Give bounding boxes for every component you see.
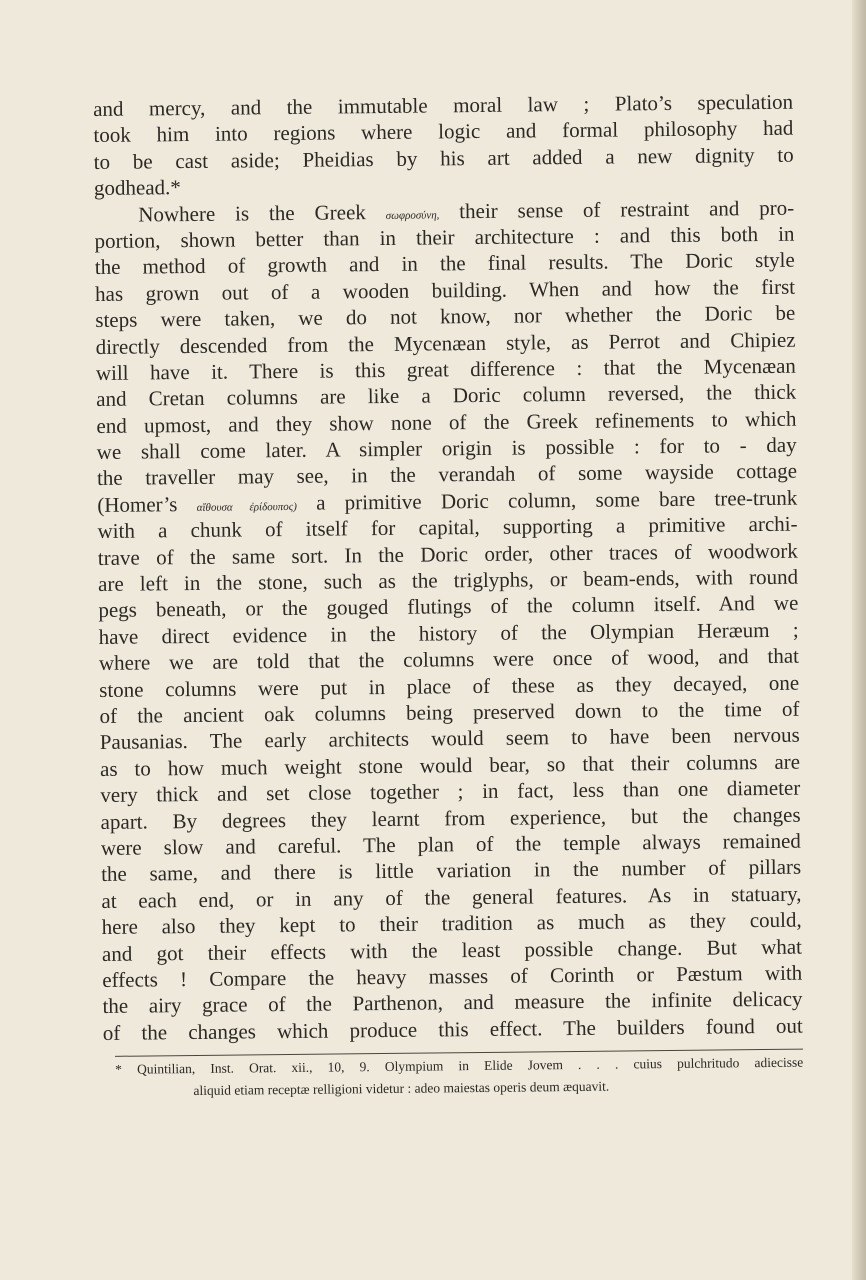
text-line: apart. By degrees they learnt from experience, but the changes <box>100 802 801 834</box>
text-line: took him into regions where logic and formal philosophy had <box>93 116 794 148</box>
text-line: will have it. There is this great difference : that the Mycenæan <box>95 353 796 385</box>
text-line: are left in the stone, such as the triglyphs, or beam-ends, with round <box>97 564 799 597</box>
text-line: the traveller may see, in the verandah of some wayside cottage <box>96 459 798 491</box>
footnote-line: aliquid etiam receptæ relligioni videtur : adeo maiestas operis deum æquavit. <box>193 1078 610 1099</box>
text-line: Pausanias. The early architects would seem to have been nervous <box>99 723 800 755</box>
text-line: trave of the same sort. In the Doric order, other traces of woodwork <box>97 538 798 570</box>
text-line: and mercy, and the immutable moral law ; Plato’s speculation <box>93 89 794 121</box>
text-run: Nowhere is the Greek <box>138 199 366 227</box>
greek-phrase: αἴθουσα ἐρίδουπος) <box>196 500 297 514</box>
text-line: of the ancient oak columns being preserved down to the time of <box>99 696 800 728</box>
text-line: have direct evidence in the history of the Olympian Heræum ; <box>98 617 799 649</box>
text-run: a primitive Doric column, some bare tree-trunk <box>315 485 798 515</box>
text-line: steps were taken, we do not know, nor whether the Doric be <box>95 300 796 333</box>
text-line: at each end, or in any of the general features. As in statuary, <box>101 881 802 913</box>
text-line: portion, shown better than in their architecture : and this both in <box>94 221 795 253</box>
text-line: and Cretan columns are like a Doric column reversed, the thick <box>96 379 797 412</box>
text-line: here also they kept to their tradition as much as they could, <box>101 907 802 940</box>
text-line: of the changes which produce this effect. The builders found out <box>102 1013 803 1045</box>
text-line: the airy grace of the Parthenon, and measure the infinite delicacy <box>102 986 803 1019</box>
text-line: godhead.* <box>93 175 181 201</box>
text-line: the same, and there is little variation in the number of pillars <box>101 854 802 887</box>
text-line: very thick and set close together ; in fact, less than one diameter <box>100 775 801 808</box>
text-line: directly descended from the Mycenæan style, as Perrot and Chipiez <box>95 327 796 359</box>
text-line: end upmost, and they show none of the Greek refinements to which <box>96 406 797 438</box>
text-run: (Homer’s <box>97 491 178 517</box>
text-line: to be cast aside; Pheidias by his art added a new dignity to <box>93 142 794 174</box>
text-line: stone columns were put in place of these as they decayed, one <box>99 670 800 702</box>
book-page <box>93 89 803 1101</box>
text-line: the method of growth and in the final results. The Doric style <box>94 248 795 280</box>
text-line: were slow and careful. The plan of the temple always remained <box>100 828 801 860</box>
footnote-line: * Quintilian, Inst. Orat. xii., 10, 9. Olympium in Elide Jovem . . . cuius pulchritudo adiecisse <box>115 1054 804 1077</box>
text-line: where we are told that the columns were once of wood, and that <box>98 643 800 676</box>
text-line: as to how much weight stone would bear, so that their columns are <box>99 749 801 781</box>
text-line: effects ! Compare the heavy masses of Corinth or Pæstum with <box>102 960 803 992</box>
page-edge <box>852 0 866 1280</box>
text-line: has grown out of a wooden building. When and how the first <box>94 274 796 306</box>
text-line: we shall come later. A simpler origin is possible : for to - day <box>96 432 797 465</box>
text-line: with a chunk of itself for capital, supporting a primitive archi- <box>97 511 798 544</box>
text-run: their sense of restraint and pro- <box>459 195 795 223</box>
text-line: pegs beneath, or the gouged flutings of the column itself. And we <box>98 591 799 623</box>
text-line: and got their effects with the least possible change. But what <box>101 934 803 966</box>
greek-word: σωφροσύνη, <box>385 208 440 222</box>
